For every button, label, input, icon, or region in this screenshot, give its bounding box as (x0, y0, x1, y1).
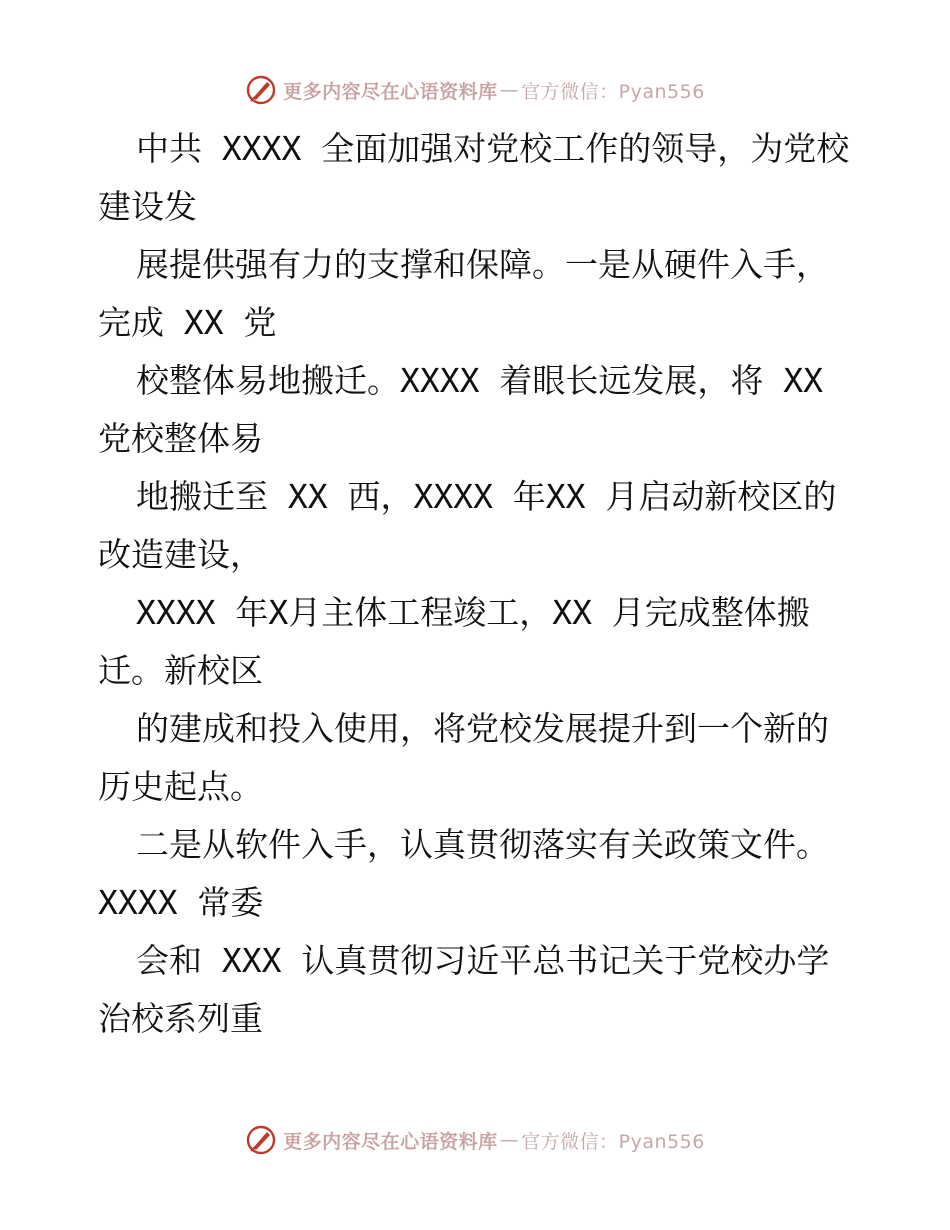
body-line: 历史起点。 (98, 767, 263, 806)
body-line: 党校整体易 (98, 419, 263, 458)
body-line: XXXX 常委 (98, 883, 264, 922)
quill-pen-circle-icon (245, 1124, 277, 1156)
body-line: 迁。新校区 (98, 651, 263, 690)
body-line: 校整体易地搬迁。XXXX 着眼长远发展，将 XX (136, 361, 823, 400)
body-line: 地搬迁至 XX 西，XXXX 年XX 月启动新校区的 (136, 477, 837, 516)
footer-watermark (0, 1120, 950, 1160)
footer-site-text: 更多内容尽在心语资料库 (283, 1130, 498, 1153)
body-line: 二是从软件入手，认真贯彻落实有关政策文件。 (136, 825, 829, 864)
footer-dash: — (499, 1129, 520, 1151)
body-line: 中共 XXXX 全面加强对党校工作的领导，为党校 (136, 129, 850, 168)
header-watermark (0, 70, 950, 110)
footer-wechat-text: 官方微信：Pyan556 (521, 1130, 705, 1153)
header-dash: — (499, 79, 520, 101)
body-line: XXXX 年X月主体工程竣工，XX 月完成整体搬 (136, 593, 810, 632)
body-line: 完成 XX 党 (98, 303, 277, 342)
body-line: 展提供强有力的支撑和保障。一是从硬件入手， (136, 245, 829, 284)
body-line: 治校系列重 (98, 999, 263, 1038)
header-wechat-text: 官方微信：Pyan556 (521, 80, 705, 103)
body-line: 的建成和投入使用，将党校发展提升到一个新的 (136, 709, 829, 748)
body-line: 会和 XXX 认真贯彻习近平总书记关于党校办学 (136, 941, 830, 980)
document-body (98, 120, 868, 1048)
body-line: 建设发 (98, 187, 197, 226)
header-site-text: 更多内容尽在心语资料库 (283, 80, 498, 103)
body-line: 改造建设， (98, 535, 263, 574)
quill-pen-circle-icon (245, 74, 277, 106)
